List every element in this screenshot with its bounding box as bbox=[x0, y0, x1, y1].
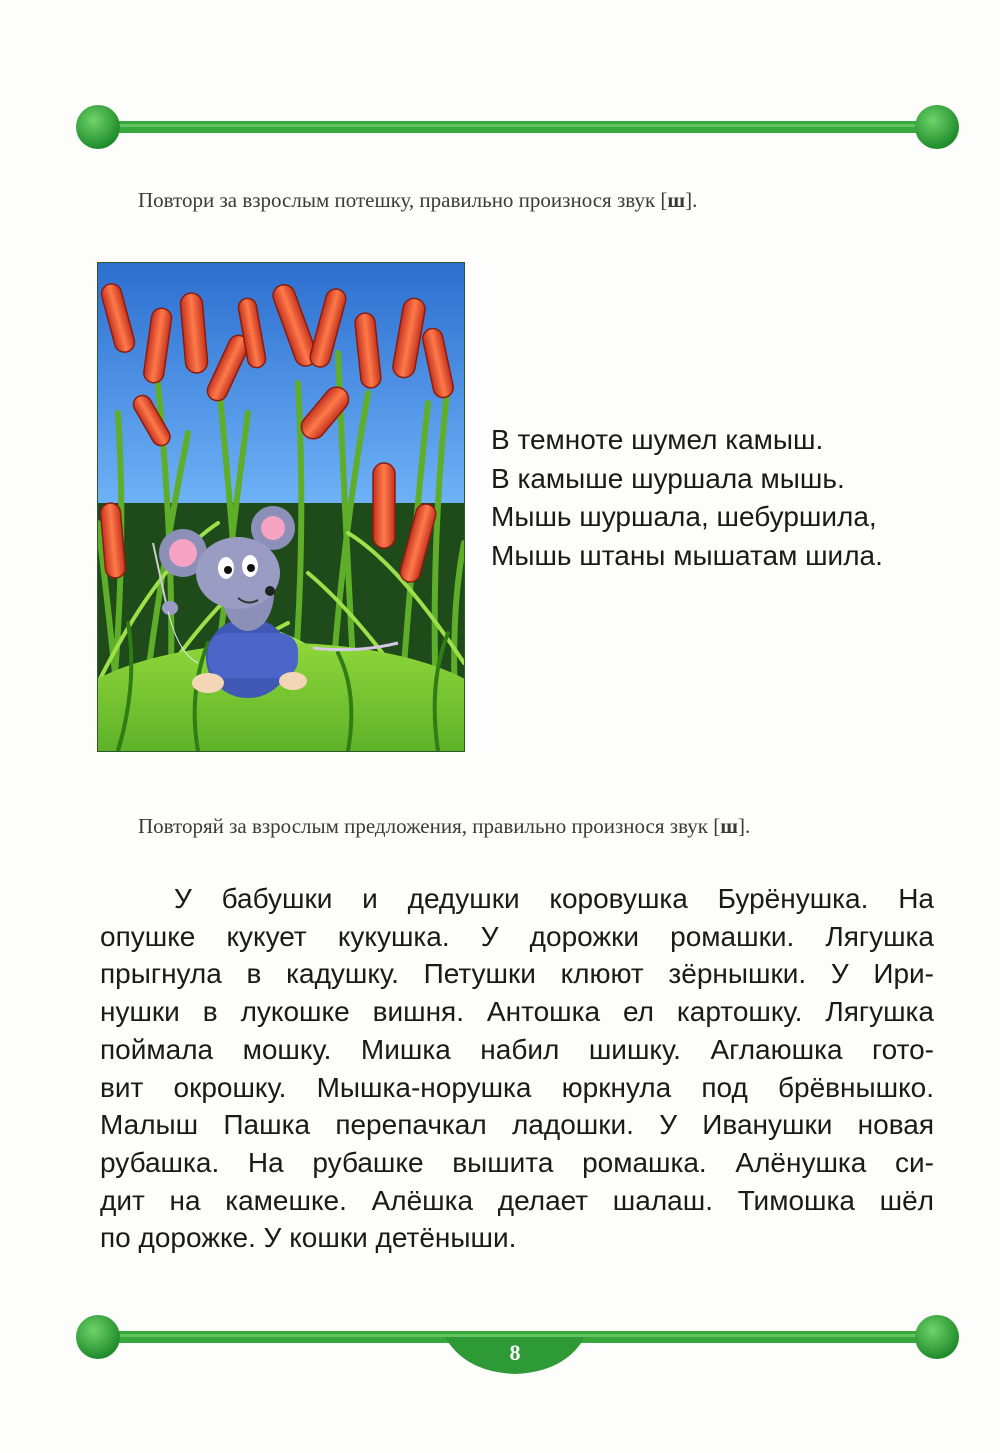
page-number: 8 bbox=[509, 1340, 521, 1365]
nursery-rhyme bbox=[491, 421, 883, 575]
rhyme-instruction: Повтори за взрослым потешку, правильно произнося звук [ш]. bbox=[138, 188, 698, 212]
text-line: нушки в лукошке вишня. Антошка ел картошку. Лягушка bbox=[100, 996, 934, 1028]
poem-line: В камыше шуршала мышь. bbox=[491, 462, 845, 494]
text-line: опушке кукует кукушка. У дорожки ромашки. Лягушка bbox=[100, 920, 934, 952]
mouse-in-reeds-illustration bbox=[97, 262, 465, 752]
text-line: У бабушки и дедушки коровушка Бурёнушка. На bbox=[174, 883, 934, 914]
text-line: дит на камешке. Алёшка делает шалаш. Тимошка шёл bbox=[100, 1184, 934, 1216]
text-line: поймала мошку. Мишка набил шишку. Аглаюшка гото- bbox=[100, 1033, 934, 1065]
sentences-instruction: Повторяй за взрослым предложения, правильно произнося звук [ш]. bbox=[138, 814, 751, 838]
practice-sentences bbox=[100, 880, 934, 1257]
text-line: рубашка. На рубашке вышита ромашка. Алёнушка си- bbox=[100, 1146, 934, 1178]
sound-symbol: ш bbox=[720, 814, 738, 838]
sound-symbol: ш bbox=[667, 188, 686, 212]
top-decorative-rule bbox=[75, 102, 960, 152]
poem-line: В темноте шумел камыш. bbox=[491, 424, 824, 455]
poem-line: Мышь штаны мышатам шила. bbox=[491, 539, 883, 571]
text-line: вит окрошку. Мышка-норушка юркнула под брёвнышко. bbox=[100, 1071, 934, 1103]
text-line: по дорожке. У кошки детёныши. bbox=[100, 1222, 517, 1254]
poem-line: Мышь шуршала, шебуршила, bbox=[491, 501, 877, 532]
text-line: Малыш Пашка перепачкал ладошки. У Иванушки новая bbox=[100, 1109, 934, 1141]
text-line: прыгнула в кадушку. Петушки клюют зёрнышки. У Ири- bbox=[100, 958, 934, 990]
